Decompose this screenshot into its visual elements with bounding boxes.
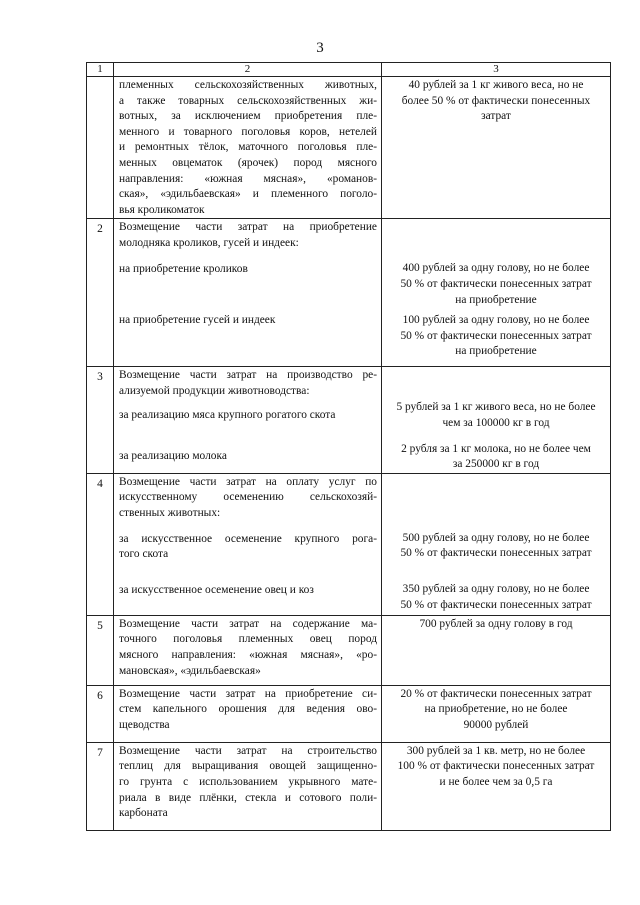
table-header-row <box>87 63 611 77</box>
row-description <box>114 685 382 742</box>
row-value <box>382 473 611 615</box>
value-line: 2 рубля за 1 кг молока, но не более чем <box>401 442 591 455</box>
desc-line: а также товарных сельскохозяйственных жи- <box>119 94 377 107</box>
subsidy-table <box>86 62 611 831</box>
row-value <box>382 615 611 685</box>
desc-line: щеводства <box>119 718 170 731</box>
desc-line: менного и товарного поголовья коров, нетелей <box>119 125 377 138</box>
row-number: 7 <box>87 742 114 830</box>
desc-line: риала в виде плёнки, стекла и сотового поли- <box>119 791 377 804</box>
row-number: 5 <box>87 615 114 685</box>
value-line: 300 рублей за 1 кв. метр, но не более <box>406 744 586 757</box>
value-line: на приобретение <box>455 345 537 358</box>
desc-line: искусственному осеменению сельскохозяй- <box>119 491 377 504</box>
desc-line: ская», «эдильбаевская» и племенного поголо- <box>119 188 377 201</box>
row-description <box>114 742 382 830</box>
value-line: и не более чем за 0,5 га <box>439 775 553 788</box>
value-line: 90000 рублей <box>463 718 529 731</box>
table-row <box>87 77 611 219</box>
desc-line: Возмещение части затрат на приобретение <box>119 221 377 234</box>
row-value <box>382 742 611 830</box>
table-row <box>87 685 611 742</box>
row-number <box>87 77 114 219</box>
value-line: чем за 100000 кг в год <box>442 416 550 429</box>
value-line: 100 рублей за одну голову, но не более <box>402 314 590 327</box>
value-line: 400 рублей за одну голову, но не более <box>402 262 590 275</box>
row-number: 2 <box>87 219 114 367</box>
value-line: 40 рублей за 1 кг живого веса, но не <box>408 79 584 91</box>
sub-item-label: за реализацию мяса крупного рогатого скота <box>119 408 336 421</box>
row-number: 4 <box>87 473 114 615</box>
value-line: 100 % от фактически понесенных затрат <box>397 760 595 773</box>
row-value <box>382 77 611 219</box>
desc-line: Возмещение части затрат на строительство <box>119 744 377 757</box>
desc-line: мановская», «эдильбаевская» <box>119 664 261 677</box>
sub-item-label: на приобретение гусей и индеек <box>119 314 276 327</box>
value-line: 50 % от фактически понесенных затрат <box>400 277 592 290</box>
header-col-1: 1 <box>87 63 114 77</box>
header-col-2: 2 <box>114 63 382 77</box>
table-row <box>87 615 611 685</box>
row-value <box>382 367 611 473</box>
desc-line: Возмещение части затрат на содержание ма- <box>119 617 377 630</box>
value-line: 700 рублей за одну голову в год <box>419 617 573 630</box>
value-line: затрат <box>481 110 511 123</box>
row-description <box>114 367 382 473</box>
row-value <box>382 219 611 367</box>
value-line: 20 % от фактически понесенных затрат <box>400 687 592 700</box>
desc-line: вотных, за исключением приобретения пле- <box>119 110 377 123</box>
value-line: 500 рублей за одну голову, но не более <box>402 531 590 544</box>
desc-line: молодняка кроликов, гусей и индеек: <box>119 236 299 249</box>
value-line: 50 % от фактически понесенных затрат <box>400 598 592 611</box>
row-description <box>114 473 382 615</box>
row-number: 3 <box>87 367 114 473</box>
value-line: на приобретение, но не более <box>424 703 568 716</box>
value-line: за 250000 кг в год <box>452 458 540 471</box>
sub-item-label: на приобретение кроликов <box>119 262 248 275</box>
sub-item-label: за искусственное осеменение овец и коз <box>119 583 314 596</box>
desc-line: вья кроликоматок <box>119 203 205 216</box>
row-description <box>114 219 382 367</box>
table-row <box>87 742 611 830</box>
value-line: 50 % от фактически понесенных затрат <box>400 547 592 560</box>
header-col-3: 3 <box>382 63 611 77</box>
desc-line: стем капельного орошения для ведения ово- <box>119 703 377 716</box>
desc-line: направления: «южная мясная», «романов- <box>119 172 377 185</box>
table-row <box>87 473 611 615</box>
sub-item-label: за искусственное осеменение крупного рога- <box>119 532 377 545</box>
desc-line: теплиц для выращивания овощей защищенно- <box>119 760 377 773</box>
page-number: 3 <box>316 40 324 56</box>
value-line: 350 рублей за одну голову, но не более <box>402 582 590 595</box>
desc-line: Возмещение части затрат на приобретение си- <box>119 687 377 700</box>
value-line: 50 % от фактически понесенных затрат <box>400 329 592 342</box>
row-value <box>382 685 611 742</box>
desc-line: ализуемой продукции животноводства: <box>119 384 310 397</box>
row-description <box>114 77 382 219</box>
desc-line: точного поголовья племенных овец пород <box>119 633 377 646</box>
desc-line: племенных сельскохозяйственных животных, <box>119 79 377 91</box>
table-row <box>87 219 611 367</box>
desc-line: Возмещение части затрат на оплату услуг по <box>119 475 377 488</box>
row-number: 6 <box>87 685 114 742</box>
sub-item-label: того скота <box>119 548 169 561</box>
desc-line: менных овцематок (ярочек) пород мясного <box>119 156 377 169</box>
desc-line: ственных животных: <box>119 506 221 519</box>
value-line: более 50 % от фактически понесенных <box>401 94 591 107</box>
desc-line: и ремонтных тёлок, маточного поголовья пле- <box>119 141 377 154</box>
desc-line: карбоната <box>119 807 168 820</box>
value-line: 5 рублей за 1 кг живого веса, но не более <box>396 401 596 414</box>
desc-line: Возмещение части затрат на производство ре- <box>119 369 377 382</box>
value-line: на приобретение <box>455 293 537 306</box>
row-description <box>114 615 382 685</box>
sub-item-label: за реализацию молока <box>119 450 227 463</box>
desc-line: мясного направления: «южная мясная», «ро- <box>119 648 377 661</box>
table-row <box>87 367 611 473</box>
desc-line: го грунта с использованием укрывного мате- <box>119 775 377 788</box>
